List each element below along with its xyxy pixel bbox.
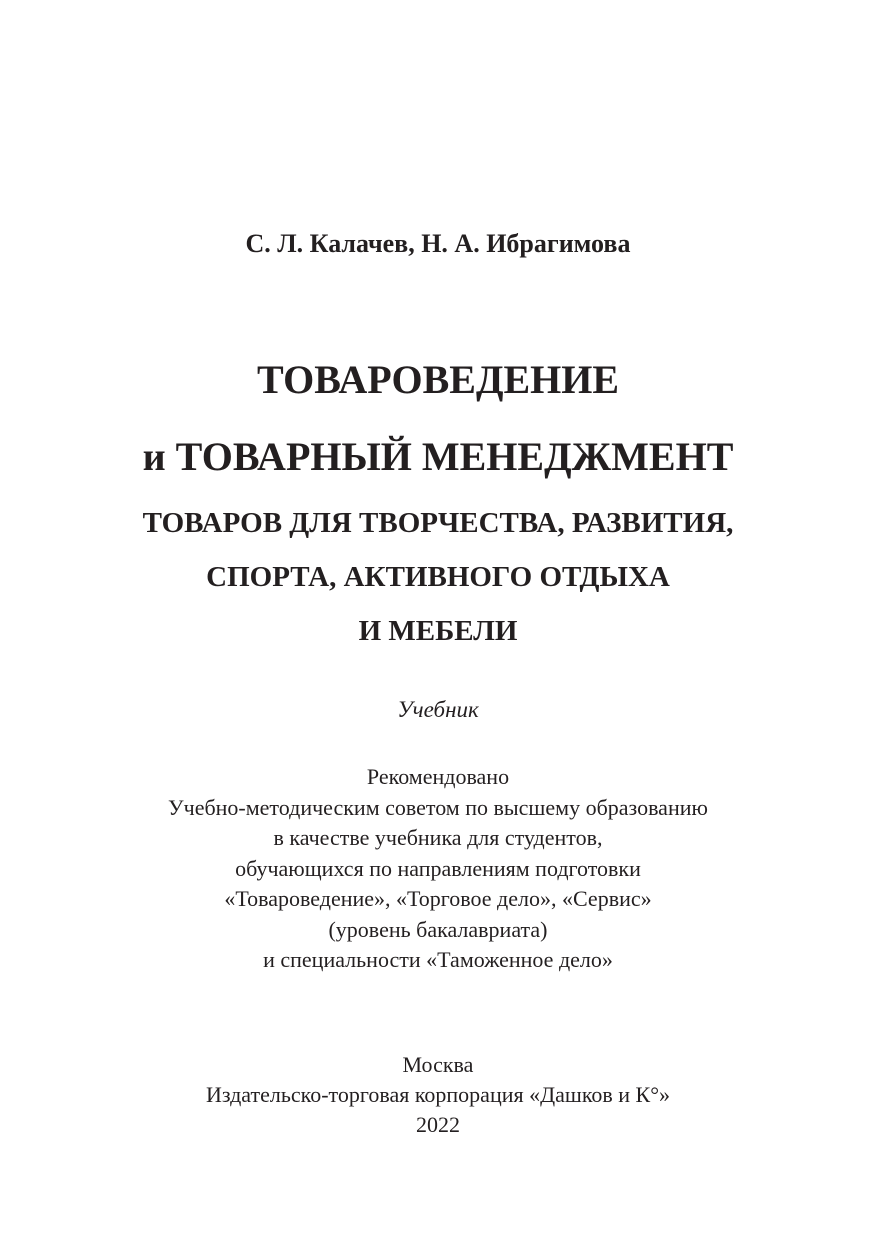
authors: С. Л. Калачев, Н. А. Ибрагимова xyxy=(245,229,631,258)
recommendation-line: Рекомендовано xyxy=(366,764,510,789)
book-subtitle-line-2: СПОРТА, АКТИВНОГО ОТДЫХА xyxy=(206,561,670,593)
book-title-line-2: и ТОВАРНЫЙ МЕНЕДЖМЕНТ xyxy=(142,434,734,479)
recommendation-line: в качестве учебника для студентов, xyxy=(273,825,603,850)
book-type: Учебник xyxy=(397,697,479,722)
book-subtitle-line-3: И МЕБЕЛИ xyxy=(358,615,518,647)
recommendation-line: Учебно-методическим советом по высшему образованию xyxy=(168,795,708,820)
book-title-line-1: ТОВАРОВЕДЕНИЕ xyxy=(256,357,620,402)
recommendation-line: обучающихся по направлениям подготовки xyxy=(235,856,641,881)
recommendation-line: (уровень бакалавриата) xyxy=(328,917,548,942)
book-subtitle-line-1: ТОВАРОВ ДЛЯ ТВОРЧЕСТВА, РАЗВИТИЯ, xyxy=(142,507,734,539)
recommendation-line: и специальности «Таможенное дело» xyxy=(263,947,613,972)
imprint-year: 2022 xyxy=(416,1112,460,1137)
recommendation-line: «Товароведение», «Торговое дело», «Сервис» xyxy=(224,886,652,911)
imprint-city: Москва xyxy=(402,1052,474,1077)
imprint-publisher: Издательско-торговая корпорация «Дашков и К°» xyxy=(205,1082,671,1107)
